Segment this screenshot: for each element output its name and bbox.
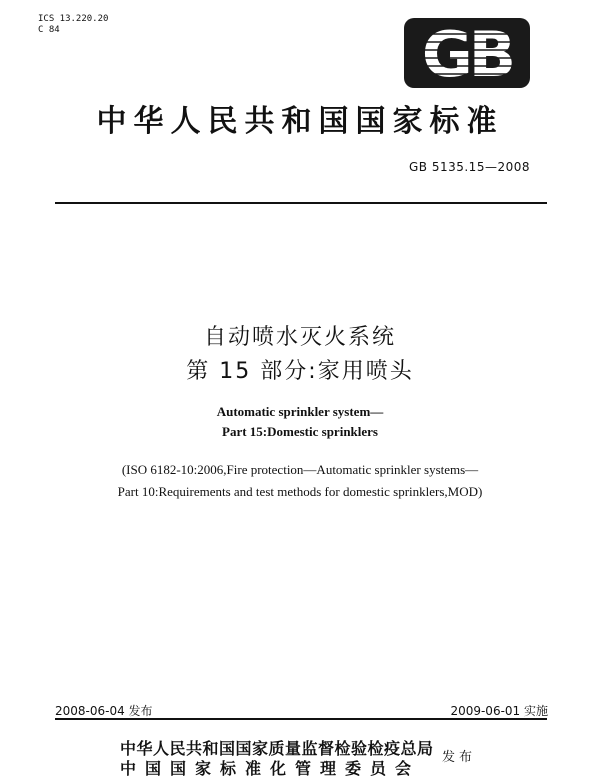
iso-reference-line2: Part 10:Requirements and test methods for domestic sprinklers,MOD)	[117, 484, 483, 499]
ics-code: ICS 13.220.20	[38, 14, 109, 24]
gb-logo-text: GB	[421, 18, 513, 90]
header-divider	[55, 202, 547, 204]
title-en-main: Automatic sprinkler system—	[216, 404, 384, 419]
publish-label: 发布	[442, 750, 477, 765]
title-en-part: Part 15:Domestic sprinklers	[222, 424, 378, 439]
classification-codes	[38, 14, 108, 36]
gb-logo	[402, 16, 532, 90]
issue-date: 2008-06-04 发布	[55, 704, 153, 718]
issuer-aqsiq: 中华人民共和国国家质量监督检验检疫总局	[120, 739, 434, 758]
iso-reference-line1: (ISO 6182-10:2006,Fire protection—Automatic sprinkler systems—	[121, 462, 479, 477]
standard-category-title: 中华人民共和国国家标准	[96, 104, 504, 139]
ccs-code: C 84	[38, 25, 60, 35]
footer-divider	[55, 718, 547, 720]
implementation-date: 2009-06-01 实施	[450, 704, 548, 718]
issuer-sac: 中国国家标准化管理委员会	[120, 759, 421, 778]
title-cn-main: 自动喷水灭火系统	[203, 325, 396, 350]
standard-number: GB 5135.15—2008	[408, 160, 530, 174]
title-cn-part: 第 15 部分:家用喷头	[186, 359, 414, 384]
